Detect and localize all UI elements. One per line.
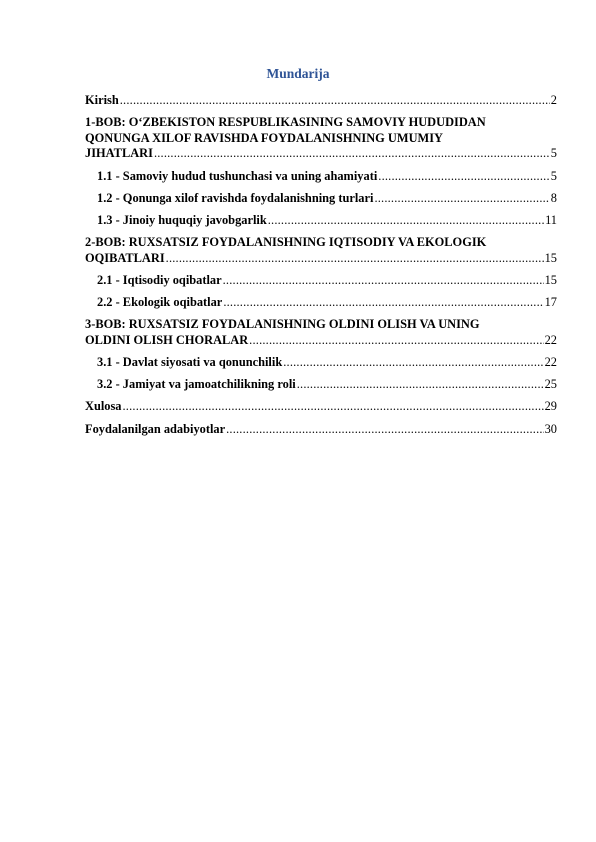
toc-entry-line [97, 191, 557, 207]
toc-entry[interactable] [85, 191, 557, 207]
toc-entry-title: 2.2 - Ekologik oqibatlar [97, 295, 223, 310]
dot-leader [223, 273, 544, 289]
toc-entry-line [97, 295, 557, 311]
toc-page-number: 22 [544, 332, 557, 347]
toc-entry-title: OLDINI OLISH CHORALAR [85, 332, 249, 347]
dot-leader [120, 93, 550, 109]
dot-leader [249, 333, 543, 349]
dot-leader [154, 146, 550, 162]
dot-leader [123, 399, 544, 415]
toc-page-number: 8 [550, 190, 557, 205]
dot-leader [378, 169, 550, 185]
toc-page-number: 5 [550, 146, 557, 161]
toc-page-number: 15 [544, 272, 557, 287]
dot-leader [166, 251, 544, 267]
dot-leader [374, 191, 549, 207]
toc-title: Mundarija [266, 66, 330, 81]
toc-page-number: 17 [544, 295, 557, 310]
toc-entry-title: 3.2 - Jamiyat va jamoatchilikning roli [97, 377, 296, 392]
dot-leader [283, 355, 543, 371]
toc-entry-line [97, 273, 557, 289]
toc-page-number: 15 [544, 250, 557, 265]
toc-entry-title: 2.1 - Iqtisodiy oqibatlar [97, 272, 222, 287]
toc-page-number: 11 [545, 212, 557, 227]
toc-entry-line [85, 93, 557, 109]
toc-page-number: 25 [544, 377, 557, 392]
toc-entry-title: Foydalanilgan adabiyotlar [85, 421, 226, 436]
toc-entry-title: 3.1 - Davlat siyosati va qonunchilik [97, 355, 283, 370]
toc-entry[interactable] [85, 377, 557, 393]
toc-page-number: 30 [544, 421, 557, 436]
toc-entry[interactable] [85, 399, 557, 415]
toc-entry-line [85, 399, 557, 415]
toc-entry[interactable] [85, 295, 557, 311]
toc-entry[interactable] [85, 273, 557, 289]
toc-entry-title: JIHATLARI [85, 146, 153, 161]
toc-entry[interactable] [85, 169, 557, 185]
toc-entry-line [85, 251, 557, 267]
toc-entry-line [97, 355, 557, 371]
toc-entry-heading-line: 1-BOB: O‘ZBEKISTON RESPUBLIKASINING SAMOVIY HUDUDIDAN [85, 115, 486, 130]
table-of-contents [85, 93, 557, 444]
dot-leader [268, 213, 544, 229]
toc-page-number: 5 [550, 168, 557, 183]
toc-entry-title: 1.3 - Jinoiy huquqiy javobgarlik [97, 212, 267, 227]
toc-entry-title: 1.1 - Samoviy hudud tushunchasi va uning ahamiyati [97, 168, 378, 183]
toc-entry-title: 1.2 - Qonunga xilof ravishda foydalanishning turlari [97, 190, 374, 205]
dot-leader [226, 422, 544, 438]
toc-entry[interactable] [85, 213, 557, 229]
dot-leader [297, 377, 544, 393]
toc-entry-line [85, 333, 557, 349]
toc-page-number: 22 [544, 355, 557, 370]
toc-entry-title: Xulosa [85, 399, 122, 414]
toc-entry-line [85, 422, 557, 438]
toc-entry-line [97, 169, 557, 185]
toc-page-number: 2 [550, 93, 557, 107]
toc-entry[interactable] [85, 93, 557, 109]
toc-entry-title: Kirish [85, 93, 119, 107]
toc-entry[interactable] [85, 317, 557, 348]
toc-entry[interactable] [85, 422, 557, 438]
toc-entry-line [97, 213, 557, 229]
toc-entry-line [97, 377, 557, 393]
dot-leader [223, 295, 543, 311]
toc-entry-line [85, 146, 557, 162]
toc-entry[interactable] [85, 115, 557, 162]
toc-entry-heading-line: QONUNGA XILOF RAVISHDA FOYDALANISHNING UMUMIY [85, 130, 443, 145]
toc-entry[interactable] [85, 235, 557, 266]
toc-entry-title: OQIBATLARI [85, 250, 165, 265]
toc-entry[interactable] [85, 355, 557, 371]
toc-page-number: 29 [544, 399, 557, 414]
toc-entry-heading-line: 3-BOB: RUXSATSIZ FOYDALANISHNING OLDINI OLISH VA UNING [85, 317, 480, 332]
toc-entry-heading-line: 2-BOB: RUXSATSIZ FOYDALANISHNING IQTISODIY VA EKOLOGIK [85, 235, 487, 250]
